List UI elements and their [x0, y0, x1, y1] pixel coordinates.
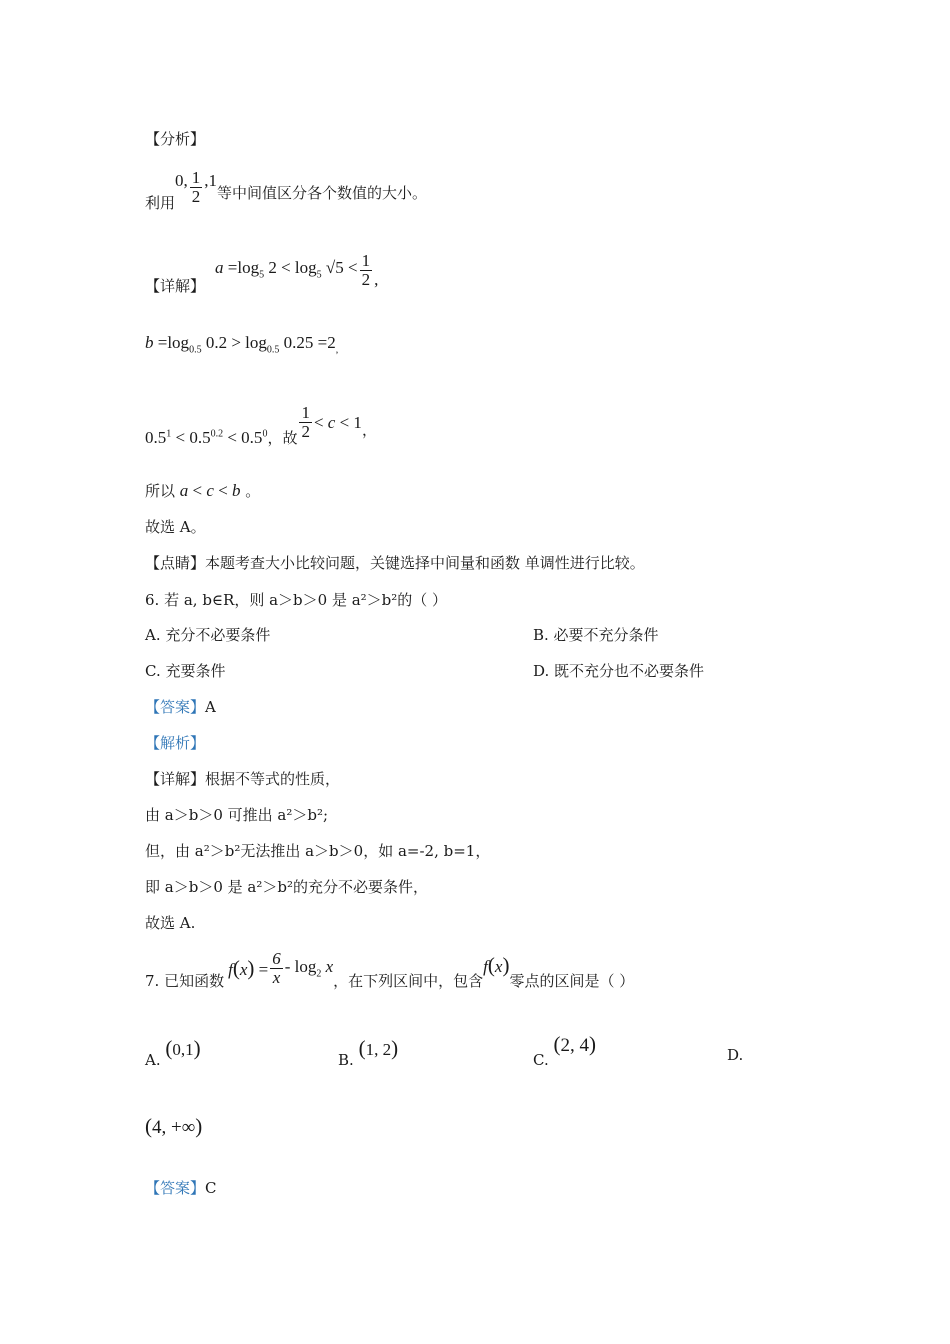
question-6-stem: 6. 若 a, b∈R，则 a＞b＞0 是 a²＞b²的（ ） [145, 591, 448, 609]
q6-option-c: C. 充要条件 [145, 662, 226, 680]
question-7-stem: 7. 已知函数 f(x) = $\frac{6}{x}$ - $\log_2 x$ ，在下列区间中，包含 f(x) 零点的区间是（ ） [145, 949, 635, 990]
pointing-note: 【点睛】本题考查大小比较问题，关键选择中间量和函数 单调性进行比较。 [145, 554, 645, 572]
q6-detail: 【详解】根据不等式的性质， [145, 770, 341, 788]
q7-option-d: D. [727, 1046, 744, 1064]
detail-fraction-1: $\frac{1}{2}$ [361, 251, 371, 289]
q7-answer: 【答案】C [145, 1179, 217, 1197]
analysis-trail: ,1 [204, 170, 218, 190]
analysis-post: 等中间值区分各个数值的大小。 [217, 184, 428, 202]
q6-answer: 【答案】A [145, 698, 216, 716]
detail-line-1: 【详解】 $a =\log_5$ $2 < \log_5 √5$ < $\frac{1}{2}$ , [145, 251, 379, 295]
analysis-line [145, 162, 427, 213]
detail-line-2: $b =\log_{0.5}$ $0.2 > \log_{0.5} 0.25 =2_,$ [145, 333, 339, 356]
detail-line-5: 故选 A。 [145, 518, 206, 536]
q7-fraction: $\frac{6}{x}$ [272, 949, 281, 987]
detail-label: 【详解】 [145, 277, 206, 295]
analysis-pre: 利用 [145, 194, 176, 212]
q7-option-b: B. (1, 2) [338, 1036, 399, 1069]
analysis-fraction: $\frac{1}{2}$ [191, 168, 201, 206]
detail-line-4: 所以 a < c < b 。 [145, 481, 261, 500]
detail-fraction-3: $\frac{1}{2}$ [301, 403, 310, 441]
q6-detail-line-3: 即 a＞b＞0 是 a²＞b²的充分不必要条件， [145, 878, 428, 896]
q6-detail-line-2: 但，由 a²＞b²无法推出 a＞b＞0，如 a=-2, b=1， [145, 842, 491, 860]
q6-detail-line-4: 故选 A. [145, 914, 196, 932]
analysis-lead: 0, [175, 170, 188, 190]
q7-option-a: A. (0,1) [145, 1036, 201, 1069]
analysis-heading: 【分析】 [145, 130, 206, 148]
q6-option-d: D. 既不充分也不必要条件 [533, 662, 705, 680]
q6-option-b: B. 必要不充分条件 [533, 626, 659, 644]
q6-option-a: A. 充分不必要条件 [145, 626, 271, 644]
detail-line-3: $0.5^1 < 0.5^{0.2} < 0.5^0$ ，故 $\frac{1}{2}$ < c < 1 ， [145, 403, 377, 447]
q6-detail-line-1: 由 a＞b＞0 可推出 a²＞b²; [145, 806, 329, 824]
q6-analysis-label: 【解析】 [145, 734, 206, 752]
q7-option-c: C. (2, 4) [533, 1032, 596, 1069]
q7-option-d-interval: (4, +∞) [145, 1114, 203, 1138]
